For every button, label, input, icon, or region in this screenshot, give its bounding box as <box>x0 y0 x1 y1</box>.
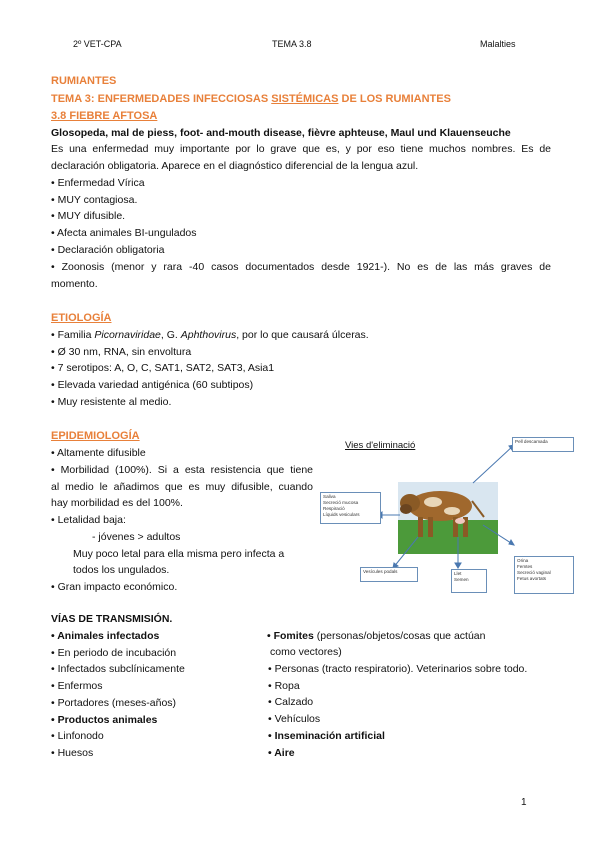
diagram-label: Respiració <box>323 506 345 511</box>
diagram-label: Vesícules podals <box>363 569 398 574</box>
diagram-box-bottom-center <box>451 569 487 593</box>
header-left: 2º VET-CPA <box>73 39 122 49</box>
diagram-box-right <box>514 556 574 594</box>
intro-line-2: declaración obligatoria. Aparece en el diagnóstico diferencial de la lengua azul. <box>51 160 419 172</box>
diagram-label: Saliva <box>323 494 336 499</box>
morbilidad-line-3: hay morbilidad es del 100%. <box>51 497 183 509</box>
diagram-label: Secreció vaginal <box>517 570 551 575</box>
etiologia-family-post: , por lo que causará úlceras. <box>236 329 369 341</box>
intro-line-1: Es una enfermedad muy importante por lo grave que es, y por eso tiene muchos nombres. Es de <box>51 143 551 155</box>
list-item: • Ø 30 nm, RNA, sin envoltura <box>51 346 192 358</box>
letalidad-line-1: Muy poco letal para ella misma pero infecta a <box>73 548 285 560</box>
list-item: • Aire <box>268 746 295 759</box>
epidemiologia-heading: EPIDEMIOLOGÍA <box>51 430 140 442</box>
list-item: • Huesos <box>51 746 94 759</box>
list-item: • En periodo de incubación <box>51 646 177 659</box>
diagram-label: Orina <box>517 558 529 563</box>
list-item: • Linfonodo <box>51 730 104 743</box>
list-item: • Ropa <box>268 679 300 692</box>
list-item: • Personas (tracto respiratorio). Veterinarios sobre todo. <box>268 663 528 675</box>
list-item: • Infectados subclínicamente <box>51 663 185 676</box>
vias-fomites-rest: (personas/objetos/cosas que actúan <box>313 630 486 642</box>
vias-fomites <box>267 630 485 642</box>
diagram-label: Secreció mucosa <box>323 500 359 505</box>
diagram-title: Vies d'eliminació <box>345 440 416 451</box>
list-item: • 7 serotipos: A, O, C, SAT1, SAT2, SAT3, Asia1 <box>51 362 275 374</box>
vias-fomites-line-2: como vectores) <box>270 646 342 658</box>
list-item: • Elevada variedad antigénica (60 subtipos) <box>51 379 254 391</box>
list-item: • Vehículos <box>268 713 321 726</box>
vias-fomites-label: • Fomites <box>267 630 314 642</box>
morbilidad-line-2: al medio le añadimos que es muy difusible, cuando <box>51 481 313 493</box>
diagram-label: Pell descamada <box>515 439 548 444</box>
page-number: 1 <box>521 797 527 808</box>
list-item: • Letalidad baja: <box>51 514 126 526</box>
list-item: • MUY contagiosa. <box>51 194 138 206</box>
etiologia-genus-name: Aphthovirus <box>180 329 237 341</box>
diagram-box-skin <box>512 437 574 452</box>
diagram-box-bottom-left <box>360 567 418 582</box>
list-item: • Inseminación artificial <box>268 729 385 742</box>
vias-heading: VÍAS DE TRANSMISIÓN. <box>51 613 173 625</box>
diagram-label: Femtes <box>517 564 533 569</box>
diagram-label: Fetus avortats <box>517 576 547 581</box>
list-item: • Muy resistente al medio. <box>51 396 172 408</box>
zoonosis-line-2: momento. <box>51 278 98 290</box>
letalidad-line-2: todos los ungulados. <box>73 564 170 576</box>
diagram-box-left <box>320 492 381 524</box>
list-item: • Altamente difusible <box>51 447 146 459</box>
list-item: • Enfermedad Vírica <box>51 177 145 189</box>
list-item: • Portadores (meses-años) <box>51 696 177 709</box>
tema-title-post: DE LOS RUMIANTES <box>338 93 451 105</box>
etiologia-family-pre: • Familia <box>51 329 95 341</box>
list-item: • Afecta animales BI-ungulados <box>51 227 197 239</box>
list-item: • Productos animales <box>51 713 158 726</box>
diagram-label: Llet <box>454 571 462 576</box>
list-item: • Gran impacto económico. <box>51 581 178 593</box>
zoonosis-line-1: • Zoonosis (menor y rara -40 casos documentados desde 1921-). No es de las más graves de <box>51 261 551 273</box>
list-item: • Calzado <box>268 696 314 709</box>
diagram-label: Semen <box>454 577 469 582</box>
names-line: Glosopeda, mal de piess, foot- and-mouth disease, fièvre aphteuse, Maul und Klauenseuche <box>51 127 511 139</box>
list-item: • Declaración obligatoria <box>51 244 165 256</box>
etiologia-family-name: Picornaviridae <box>94 329 161 341</box>
diagram-label: Líquids vesiculars <box>323 512 360 517</box>
header-center: TEMA 3.8 <box>272 39 312 49</box>
section-title: RUMIANTES <box>51 75 117 87</box>
tema-title <box>51 93 451 105</box>
subtitle: 3.8 FIEBRE AFTOSA <box>51 110 158 122</box>
etiologia-family <box>51 329 369 341</box>
morbilidad-line-1: • Morbilidad (100%). Si a esta resistencia que tiene <box>51 464 313 476</box>
tema-title-pre: TEMA 3: ENFERMEDADES INFECCIOSAS <box>51 93 272 105</box>
etiologia-heading: ETIOLOGÍA <box>51 312 112 324</box>
list-item: • Animales infectados <box>51 630 160 642</box>
letalidad-sub: - jóvenes > adultos <box>92 531 181 543</box>
list-item: • MUY difusible. <box>51 210 126 222</box>
etiologia-family-mid: , G. <box>160 329 181 341</box>
header-right: Malalties <box>480 39 516 49</box>
tema-title-underlined: SISTÉMICAS <box>271 93 339 105</box>
list-item: • Enfermos <box>51 680 103 693</box>
